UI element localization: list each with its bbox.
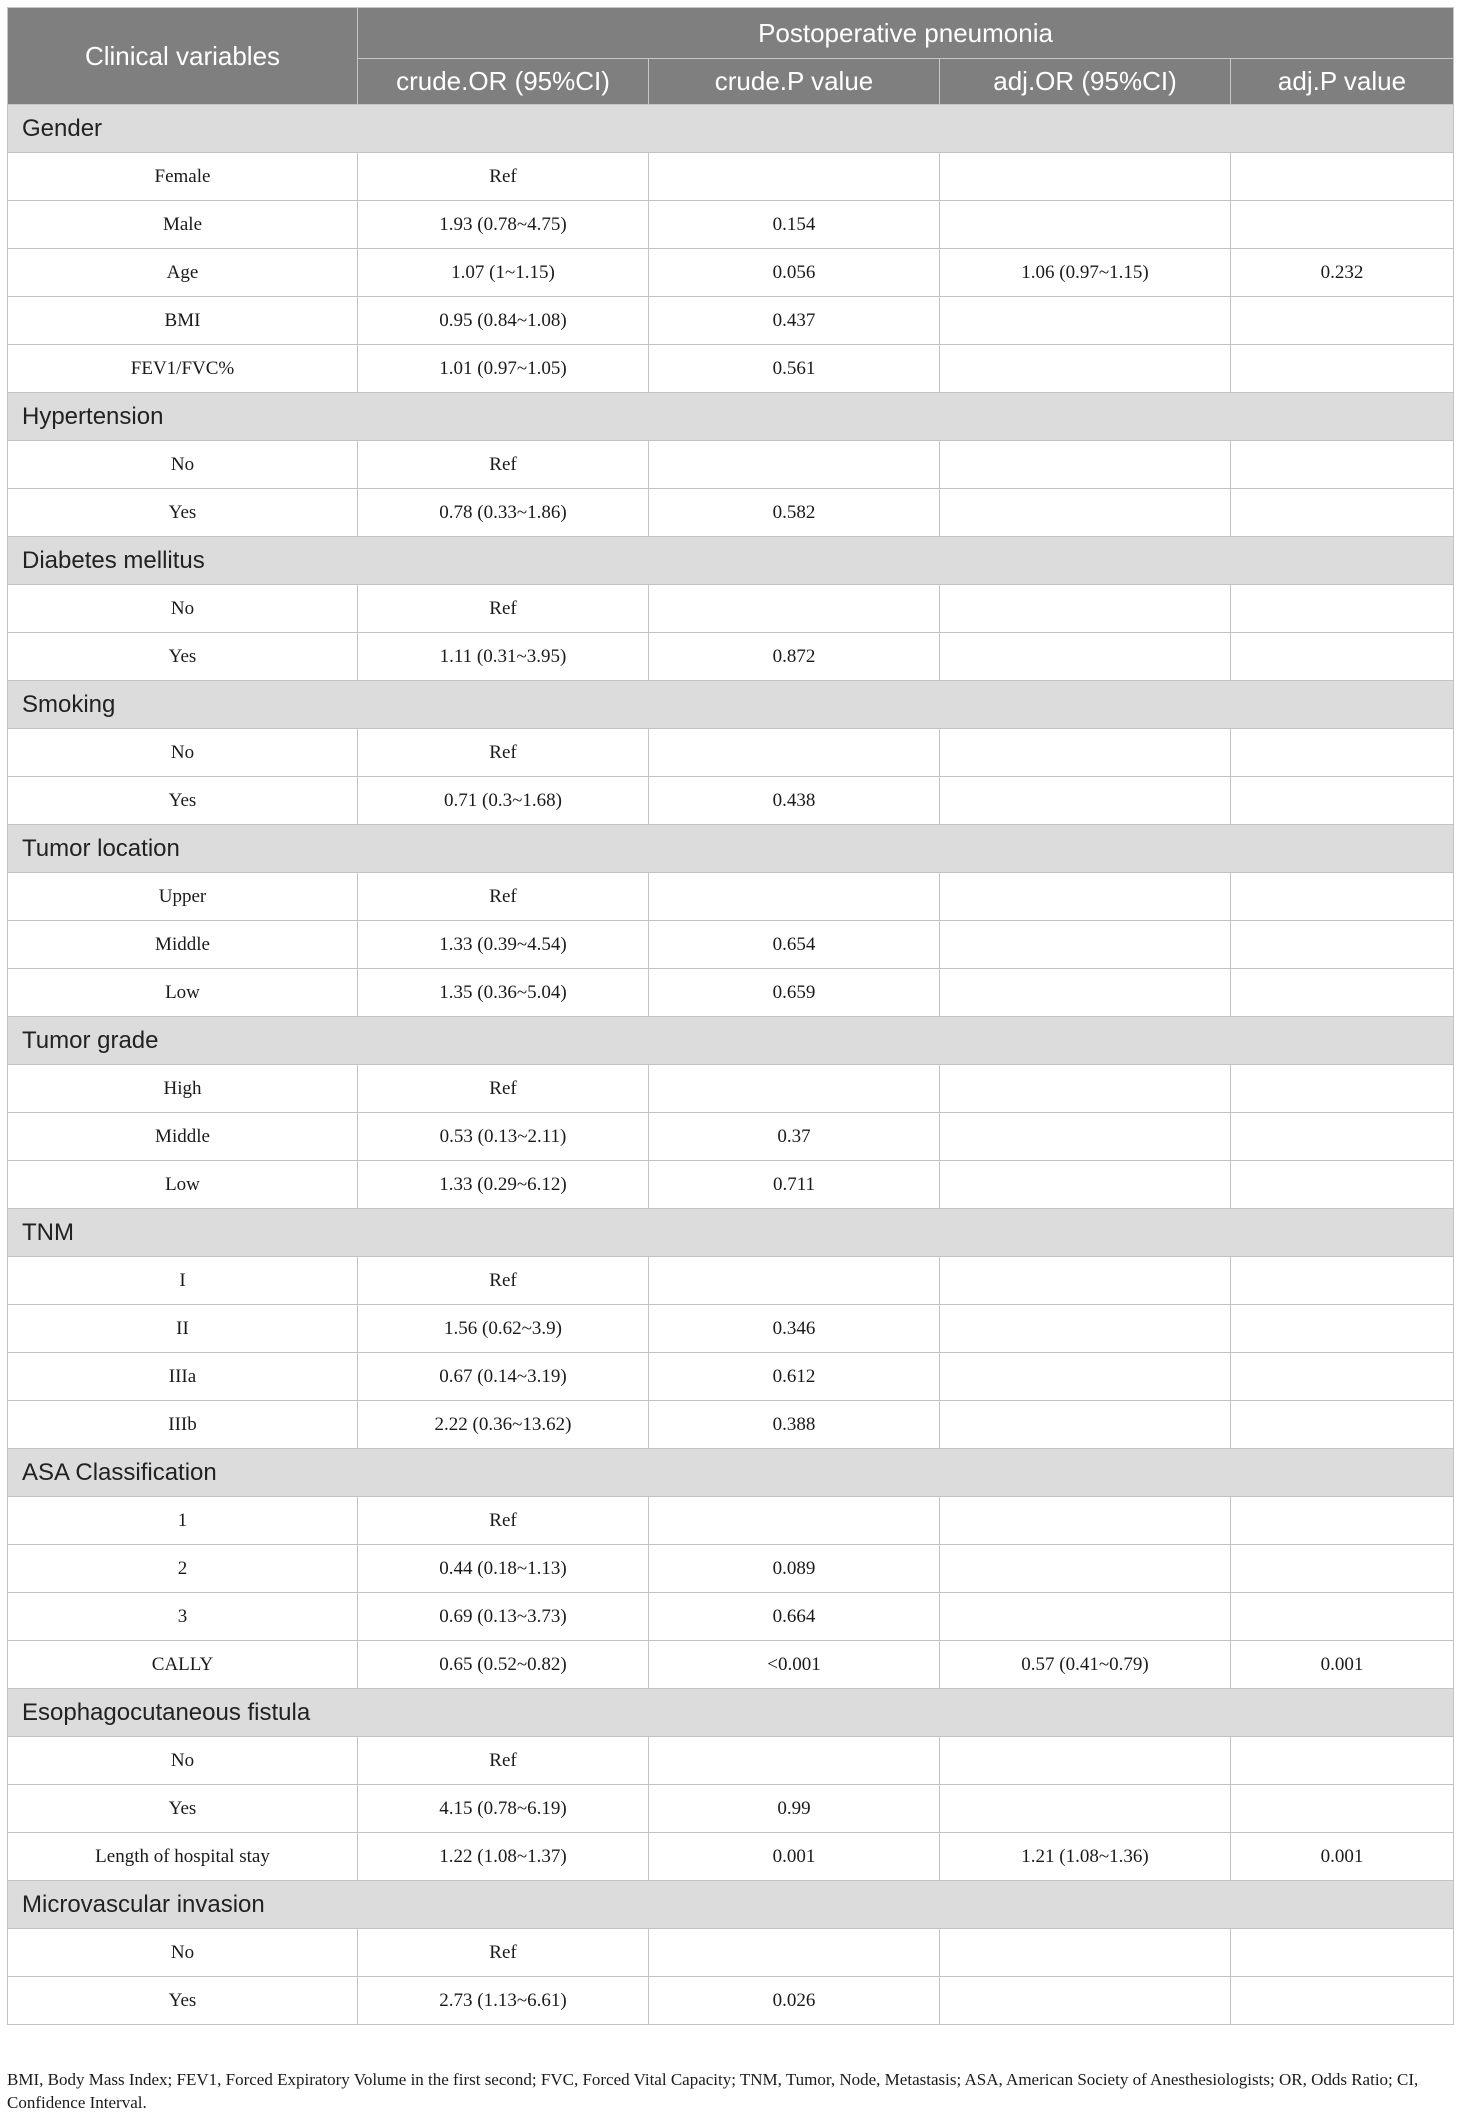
adj-or-cell	[940, 1929, 1231, 1977]
adj-or-cell	[940, 777, 1231, 825]
table-row	[8, 585, 1454, 633]
crude-p-cell	[649, 1737, 940, 1785]
adj-or-cell	[940, 153, 1231, 201]
adj-p-cell	[1231, 1113, 1454, 1161]
adj-or-cell	[940, 921, 1231, 969]
adj-or-cell	[940, 1065, 1231, 1113]
table-row	[8, 1833, 1454, 1881]
adj-or-cell	[940, 441, 1231, 489]
table-row	[8, 297, 1454, 345]
section-header-row	[8, 537, 1454, 585]
crude-or-cell: 0.71 (0.3~1.68)	[358, 777, 649, 825]
table-row	[8, 1353, 1454, 1401]
section-label: Smoking	[8, 681, 1454, 729]
crude-p-cell	[649, 441, 940, 489]
crude-p-cell	[649, 153, 940, 201]
adj-p-cell	[1231, 201, 1454, 249]
section-label: Esophagocutaneous fistula	[8, 1689, 1454, 1737]
crude-or-cell: 0.65 (0.52~0.82)	[358, 1641, 649, 1689]
table-row	[8, 1497, 1454, 1545]
table-row	[8, 1737, 1454, 1785]
section-header-row	[8, 681, 1454, 729]
adj-p-cell	[1231, 1353, 1454, 1401]
table-row	[8, 345, 1454, 393]
variable-cell: Yes	[8, 777, 358, 825]
crude-or-cell: Ref	[358, 585, 649, 633]
crude-or-cell: 2.73 (1.13~6.61)	[358, 1977, 649, 2025]
crude-p-cell: 0.056	[649, 249, 940, 297]
adj-p-cell	[1231, 1785, 1454, 1833]
table-row	[8, 441, 1454, 489]
crude-p-cell: 0.001	[649, 1833, 940, 1881]
adj-or-cell	[940, 1161, 1231, 1209]
adj-p-cell	[1231, 489, 1454, 537]
table-row	[8, 1929, 1454, 1977]
crude-p-cell	[649, 1929, 940, 1977]
section-header-row	[8, 1449, 1454, 1497]
crude-p-cell: 0.872	[649, 633, 940, 681]
crude-p-cell: 0.561	[649, 345, 940, 393]
adj-p-cell: 0.232	[1231, 249, 1454, 297]
crude-or-cell: 1.01 (0.97~1.05)	[358, 345, 649, 393]
table-row	[8, 1161, 1454, 1209]
adj-p-cell	[1231, 1497, 1454, 1545]
variable-cell: Yes	[8, 1977, 358, 2025]
variable-cell: IIIb	[8, 1401, 358, 1449]
crude-p-cell: 0.154	[649, 201, 940, 249]
crude-or-cell: Ref	[358, 441, 649, 489]
variable-cell: II	[8, 1305, 358, 1353]
adj-p-cell	[1231, 1401, 1454, 1449]
crude-or-cell: Ref	[358, 1497, 649, 1545]
table-row	[8, 1593, 1454, 1641]
crude-p-cell: 0.346	[649, 1305, 940, 1353]
adj-p-cell	[1231, 633, 1454, 681]
crude-or-cell: 1.22 (1.08~1.37)	[358, 1833, 649, 1881]
variable-cell: I	[8, 1257, 358, 1305]
table-body	[8, 105, 1454, 2025]
header-postoperative-pneumonia: Postoperative pneumonia	[358, 8, 1454, 59]
crude-or-cell: 0.44 (0.18~1.13)	[358, 1545, 649, 1593]
crude-p-cell: 0.664	[649, 1593, 940, 1641]
variable-cell: 2	[8, 1545, 358, 1593]
table-row	[8, 1977, 1454, 2025]
section-label: Microvascular invasion	[8, 1881, 1454, 1929]
variable-cell: No	[8, 1737, 358, 1785]
table-row	[8, 1305, 1454, 1353]
section-header-row	[8, 393, 1454, 441]
section-header-row	[8, 1881, 1454, 1929]
adj-or-cell	[940, 633, 1231, 681]
adj-p-cell	[1231, 921, 1454, 969]
adj-p-cell	[1231, 441, 1454, 489]
adj-p-cell	[1231, 1545, 1454, 1593]
variable-cell: Yes	[8, 633, 358, 681]
crude-p-cell: 0.612	[649, 1353, 940, 1401]
variable-cell: Age	[8, 249, 358, 297]
section-label: Hypertension	[8, 393, 1454, 441]
table-row	[8, 153, 1454, 201]
crude-or-cell: 1.35 (0.36~5.04)	[358, 969, 649, 1017]
crude-or-cell: 1.33 (0.29~6.12)	[358, 1161, 649, 1209]
adj-p-cell	[1231, 1593, 1454, 1641]
crude-or-cell: 0.69 (0.13~3.73)	[358, 1593, 649, 1641]
adj-or-cell	[940, 1497, 1231, 1545]
table-row	[8, 729, 1454, 777]
adj-p-cell: 0.001	[1231, 1641, 1454, 1689]
crude-p-cell: 0.026	[649, 1977, 940, 2025]
crude-or-cell: 2.22 (0.36~13.62)	[358, 1401, 649, 1449]
crude-p-cell: 0.654	[649, 921, 940, 969]
adj-or-cell	[940, 1545, 1231, 1593]
adj-p-cell	[1231, 345, 1454, 393]
table-row	[8, 1785, 1454, 1833]
crude-p-cell	[649, 873, 940, 921]
adj-or-cell	[940, 1401, 1231, 1449]
variable-cell: No	[8, 729, 358, 777]
adj-or-cell	[940, 1353, 1231, 1401]
crude-p-cell: 0.437	[649, 297, 940, 345]
section-header-row	[8, 1209, 1454, 1257]
crude-or-cell: Ref	[358, 873, 649, 921]
section-header-row	[8, 1017, 1454, 1065]
adj-or-cell: 1.21 (1.08~1.36)	[940, 1833, 1231, 1881]
table-row	[8, 1065, 1454, 1113]
crude-or-cell: 0.53 (0.13~2.11)	[358, 1113, 649, 1161]
crude-or-cell: Ref	[358, 1257, 649, 1305]
adj-or-cell	[940, 1113, 1231, 1161]
adj-or-cell	[940, 969, 1231, 1017]
crude-p-cell	[649, 1257, 940, 1305]
adj-p-cell	[1231, 153, 1454, 201]
section-label: TNM	[8, 1209, 1454, 1257]
variable-cell: No	[8, 585, 358, 633]
crude-p-cell: 0.388	[649, 1401, 940, 1449]
crude-p-cell	[649, 1497, 940, 1545]
header-adj-or: adj.OR (95%CI)	[940, 59, 1231, 105]
adj-p-cell	[1231, 777, 1454, 825]
crude-or-cell: Ref	[358, 1065, 649, 1113]
variable-cell: Middle	[8, 921, 358, 969]
adj-p-cell	[1231, 729, 1454, 777]
variable-cell: Female	[8, 153, 358, 201]
odds-ratio-table	[7, 7, 1454, 2025]
section-label: ASA Classification	[8, 1449, 1454, 1497]
table-row	[8, 489, 1454, 537]
variable-cell: FEV1/FVC%	[8, 345, 358, 393]
crude-or-cell: 0.95 (0.84~1.08)	[358, 297, 649, 345]
adj-or-cell: 1.06 (0.97~1.15)	[940, 249, 1231, 297]
variable-cell: Low	[8, 1161, 358, 1209]
table-row	[8, 633, 1454, 681]
variable-cell: Upper	[8, 873, 358, 921]
results-table-container	[7, 7, 1453, 2025]
table-header	[8, 8, 1454, 105]
adj-or-cell	[940, 1785, 1231, 1833]
crude-or-cell: 0.78 (0.33~1.86)	[358, 489, 649, 537]
adj-p-cell	[1231, 1929, 1454, 1977]
variable-cell: CALLY	[8, 1641, 358, 1689]
section-header-row	[8, 1689, 1454, 1737]
variable-cell: Middle	[8, 1113, 358, 1161]
adj-or-cell	[940, 1305, 1231, 1353]
table-row	[8, 201, 1454, 249]
table-row	[8, 249, 1454, 297]
adj-or-cell	[940, 345, 1231, 393]
table-row	[8, 969, 1454, 1017]
table-row	[8, 921, 1454, 969]
crude-or-cell: Ref	[358, 1737, 649, 1785]
adj-p-cell	[1231, 585, 1454, 633]
variable-cell: IIIa	[8, 1353, 358, 1401]
variable-cell: Yes	[8, 489, 358, 537]
variable-cell: 1	[8, 1497, 358, 1545]
adj-p-cell	[1231, 1065, 1454, 1113]
variable-cell: Low	[8, 969, 358, 1017]
crude-p-cell: 0.99	[649, 1785, 940, 1833]
table-row	[8, 1545, 1454, 1593]
variable-cell: Length of hospital stay	[8, 1833, 358, 1881]
crude-or-cell: Ref	[358, 153, 649, 201]
crude-or-cell: 1.33 (0.39~4.54)	[358, 921, 649, 969]
section-header-row	[8, 105, 1454, 153]
table-row	[8, 873, 1454, 921]
table-row	[8, 1113, 1454, 1161]
table-footnote: BMI, Body Mass Index; FEV1, Forced Expiratory Volume in the first second; FVC, Forced Vital Capacity; TNM, Tumor, Node, Metastasis; ASA, American Society of Anesthesiologists; OR, Odds Ratio; CI, Confidence Interval.	[7, 2070, 1419, 2112]
variable-cell: High	[8, 1065, 358, 1113]
adj-p-cell	[1231, 1737, 1454, 1785]
crude-or-cell: Ref	[358, 1929, 649, 1977]
variable-cell: Yes	[8, 1785, 358, 1833]
table-row	[8, 777, 1454, 825]
adj-or-cell	[940, 1737, 1231, 1785]
variable-cell: No	[8, 1929, 358, 1977]
variable-cell: Male	[8, 201, 358, 249]
crude-p-cell	[649, 729, 940, 777]
adj-or-cell: 0.57 (0.41~0.79)	[940, 1641, 1231, 1689]
adj-p-cell	[1231, 1305, 1454, 1353]
adj-p-cell	[1231, 297, 1454, 345]
variable-cell: No	[8, 441, 358, 489]
crude-p-cell: 0.089	[649, 1545, 940, 1593]
variable-cell: 3	[8, 1593, 358, 1641]
crude-p-cell	[649, 585, 940, 633]
adj-or-cell	[940, 1593, 1231, 1641]
crude-or-cell: Ref	[358, 729, 649, 777]
crude-or-cell: 1.56 (0.62~3.9)	[358, 1305, 649, 1353]
adj-or-cell	[940, 729, 1231, 777]
adj-or-cell	[940, 585, 1231, 633]
adj-p-cell	[1231, 1257, 1454, 1305]
adj-or-cell	[940, 1977, 1231, 2025]
crude-p-cell: <0.001	[649, 1641, 940, 1689]
crude-p-cell: 0.659	[649, 969, 940, 1017]
section-label: Tumor grade	[8, 1017, 1454, 1065]
adj-or-cell	[940, 1257, 1231, 1305]
section-label: Diabetes mellitus	[8, 537, 1454, 585]
crude-or-cell: 4.15 (0.78~6.19)	[358, 1785, 649, 1833]
crude-or-cell: 0.67 (0.14~3.19)	[358, 1353, 649, 1401]
variable-cell: BMI	[8, 297, 358, 345]
adj-or-cell	[940, 873, 1231, 921]
table-row	[8, 1257, 1454, 1305]
crude-or-cell: 1.11 (0.31~3.95)	[358, 633, 649, 681]
section-label: Gender	[8, 105, 1454, 153]
crude-p-cell: 0.438	[649, 777, 940, 825]
crude-p-cell	[649, 1065, 940, 1113]
adj-p-cell	[1231, 873, 1454, 921]
adj-p-cell	[1231, 1161, 1454, 1209]
adj-or-cell	[940, 201, 1231, 249]
table-row	[8, 1401, 1454, 1449]
section-label: Tumor location	[8, 825, 1454, 873]
header-crude-p: crude.P value	[649, 59, 940, 105]
adj-p-cell	[1231, 969, 1454, 1017]
crude-p-cell: 0.711	[649, 1161, 940, 1209]
crude-p-cell: 0.582	[649, 489, 940, 537]
header-adj-p: adj.P value	[1231, 59, 1454, 105]
crude-or-cell: 1.93 (0.78~4.75)	[358, 201, 649, 249]
header-crude-or: crude.OR (95%CI)	[358, 59, 649, 105]
adj-p-cell	[1231, 1977, 1454, 2025]
section-header-row	[8, 825, 1454, 873]
adj-or-cell	[940, 297, 1231, 345]
adj-or-cell	[940, 489, 1231, 537]
header-clinical-variables: Clinical variables	[8, 8, 358, 105]
adj-p-cell: 0.001	[1231, 1833, 1454, 1881]
crude-or-cell: 1.07 (1~1.15)	[358, 249, 649, 297]
table-row	[8, 1641, 1454, 1689]
crude-p-cell: 0.37	[649, 1113, 940, 1161]
